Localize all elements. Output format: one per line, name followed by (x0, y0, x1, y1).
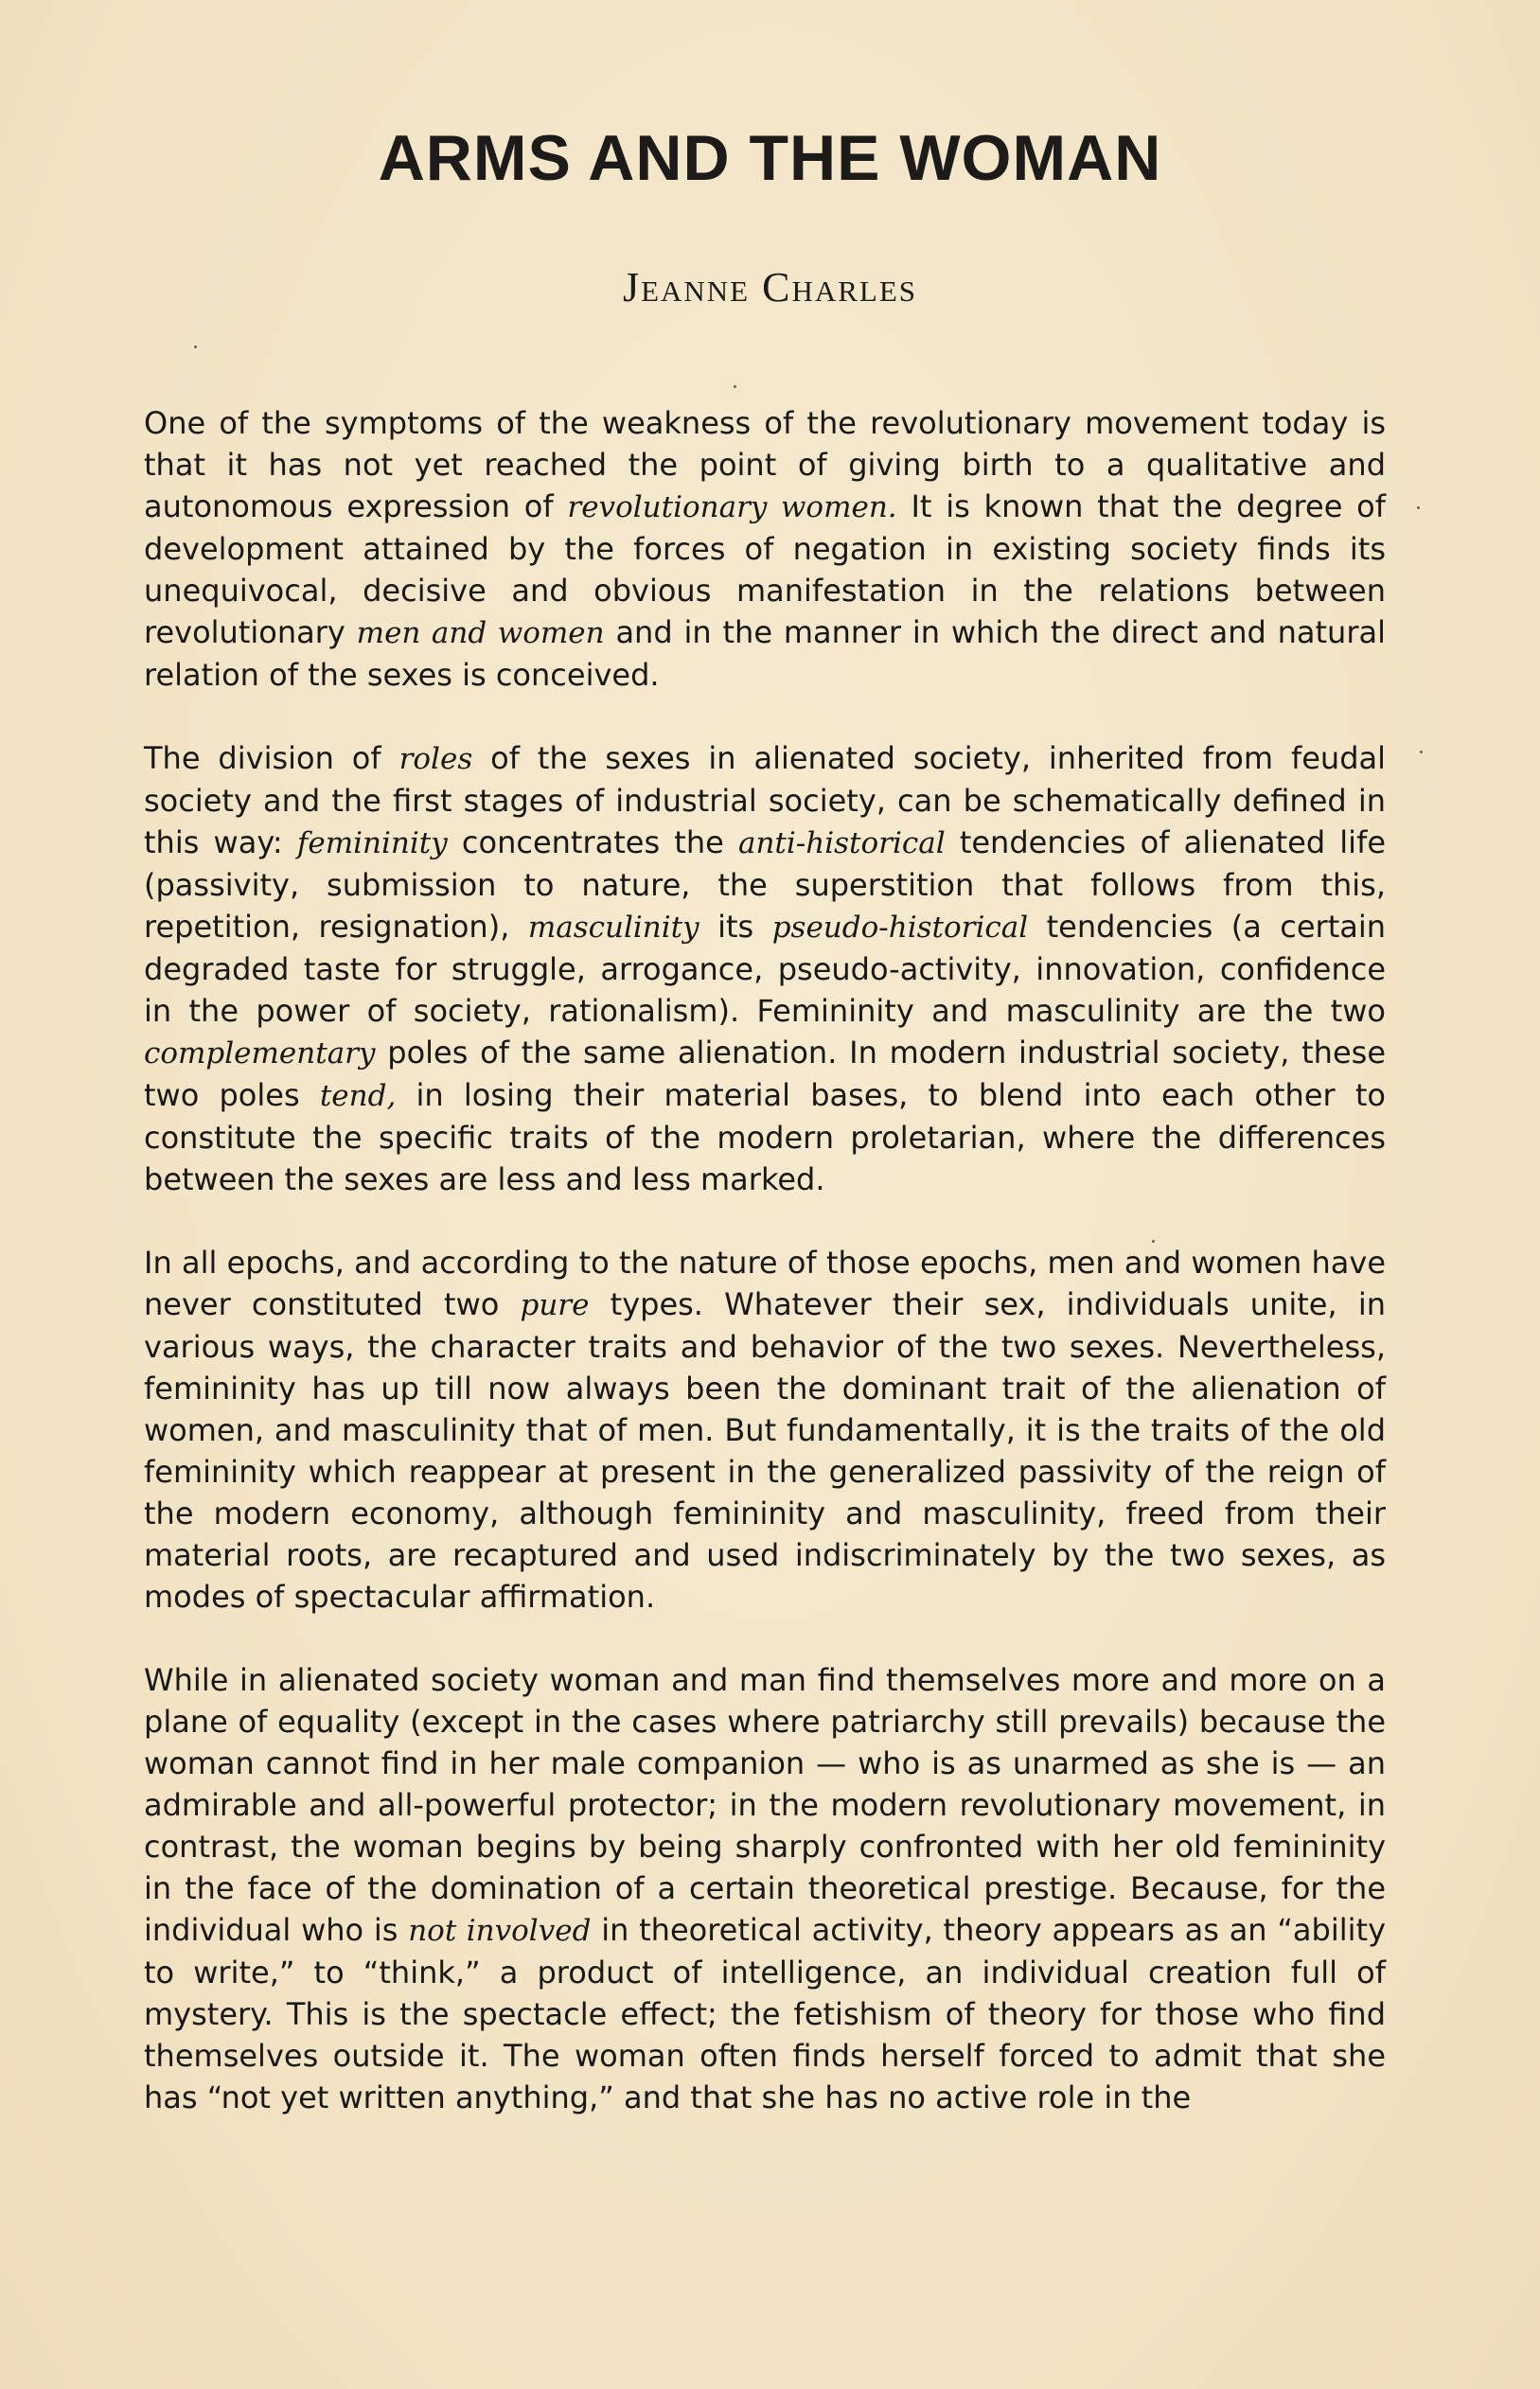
italic-text-run: masculinity (527, 911, 699, 945)
text-run: tendencies of alienated life (passivity, submission to nature, the superstition that follows from this, repetition, resignation), (144, 824, 1387, 945)
paper-speck (1152, 1240, 1155, 1243)
italic-text-run: femininity (296, 826, 448, 860)
paper-speck (1420, 751, 1423, 753)
body-paragraph (144, 1659, 1386, 2118)
text-run: its (699, 909, 772, 945)
italic-text-run: tend, (319, 1079, 397, 1113)
author-name: Jeanne Charles (622, 264, 918, 310)
text-run: It is known that the degree of development attained by the forces of negation in existing society finds its unequivocal, decisive and obvious manifestation in the relations between revolutionary (144, 488, 1387, 650)
paper-speck (734, 385, 736, 388)
text-run: types. Whatever their sex, individuals unite, in various ways, the character traits and behavior of the two sexes. Nevertheless, femininity has up till now always been the dominant trait of the alienation of women, and masculinity that of men. But fundamentally, it is the traits of the old femininity which reappear at present in the generalized passivity of the reign of the modern economy, although femininity and masculinity, freed from their material roots, are recaptured and used indiscriminately by the two sexes, as modes of spectacular affirmation. (144, 1286, 1387, 1615)
text-run: concentrates the (447, 824, 738, 860)
body-paragraph (144, 737, 1386, 1200)
article-body (144, 402, 1386, 2118)
text-run: of the sexes in alienated society, inherited from feudal society and the first stages of industrial society, can be schematically defined in this way: (144, 740, 1387, 860)
body-paragraph (144, 1242, 1386, 1618)
italic-text-run: roles (398, 742, 473, 776)
italic-text-run: complementary (144, 1036, 376, 1071)
italic-text-run: not involved (408, 1914, 592, 1948)
article-title: ARMS AND THE WOMAN (378, 122, 1162, 194)
paper-speck (1417, 506, 1420, 509)
italic-text-run: revolutionary women. (567, 490, 897, 524)
text-run: poles of the same alienation. In modern industrial society, these two poles (144, 1035, 1386, 1113)
italic-text-run: pure (520, 1288, 590, 1322)
body-paragraph (144, 402, 1386, 696)
italic-text-run: anti-historical (737, 826, 946, 860)
text-run: tendencies (a certain degraded taste for struggle, arrogance, pseudo-activity, innovation, confidence in the power of society, rationalism). Femininity and masculinity are the two (144, 909, 1387, 1029)
text-run: One of the symptoms of the weakness of the revolutionary movement today is that it has not yet reached the point of giving birth to a qualitative and autonomous expression of (144, 405, 1386, 524)
text-run: in theoretical activity, theory appears as an “ability to write,” to “think,” a product of intelligence, an individual creation full of mystery. This is the spectacle effect; the fetishism of theory for those who find themselves outside it. The woman often finds herself forced to admit that she has “not yet written anything,” and that she has no active role in the (144, 1912, 1387, 2115)
text-run: in losing their material bases, to blend into each other to constitute the specific traits of the modern proletarian, where the differences between the sexes are less and less marked. (144, 1077, 1387, 1197)
text-run: The division of (144, 740, 399, 776)
italic-text-run: men and women (356, 616, 605, 650)
text-run: While in alienated society woman and man find themselves more and more on a plane of equality (except in the cases where patriarchy still prevails) because the woman cannot find in her male companion — who is as unarmed as she is — an admirable and all-powerful protector; in the modern revolutionary movement, in contrast, the woman begins by being sharply confronted with her old femininity in the face of the domination of a certain theoretical prestige. Because, for the individual who is (144, 1662, 1386, 1948)
italic-text-run: pseudo-historical (771, 911, 1029, 945)
paper-speck (194, 345, 197, 348)
text-run: In all epochs, and according to the nature of those epochs, men and women have never constituted two (144, 1245, 1386, 1322)
text-run: and in the manner in which the direct and natural relation of the sexes is conceived. (144, 614, 1386, 693)
